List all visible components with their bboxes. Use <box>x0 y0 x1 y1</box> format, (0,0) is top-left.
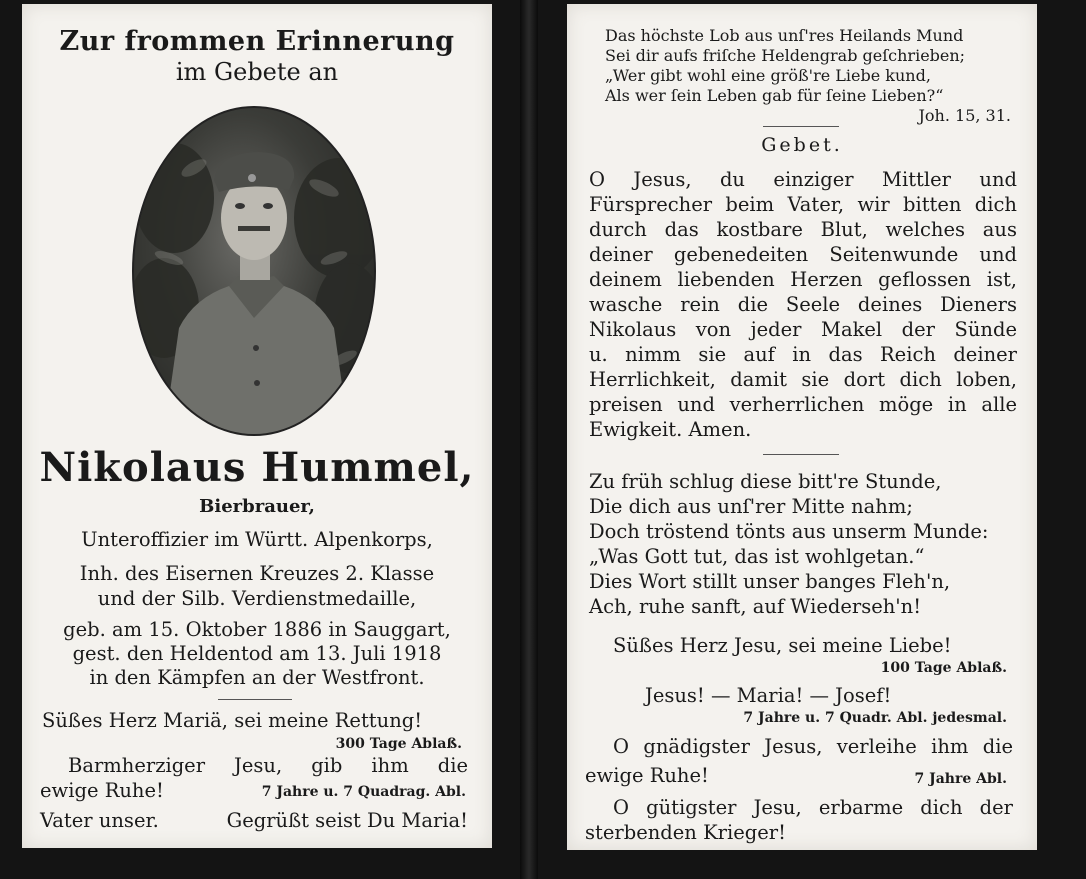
gebet-line: wasche rein die Seele deines Dieners <box>589 293 1017 316</box>
fold-shadow <box>520 0 538 879</box>
poem-line: Dies Wort stillt unser banges Fleh'n, <box>589 570 951 593</box>
poem-line: Die dich aus unſ'rer Mitte nahm; <box>589 495 913 518</box>
prayer-gnaedigster-jesus: O gnädigster Jesus, verleihe ihm die <box>613 735 1013 758</box>
bio-line: gest. den Heldentod am 13. Juli 1918 <box>72 642 442 665</box>
prayer-guetigster-jesu: O gütigster Jesu, erbarme dich der <box>613 796 1013 819</box>
verse-line: „Wer gibt wohl eine größ're Liebe kund, <box>605 66 931 85</box>
indulgence-note: 100 Tage Ablaß. <box>880 660 1007 676</box>
gebet-line: deinem liebenden Herzen geflossen ist, <box>589 268 1017 291</box>
gebet-line: durch das kostbare Blut, welches aus <box>589 218 1017 241</box>
occupation: Bierbrauer, <box>199 496 315 517</box>
prayer-ave-maria: Gegrüßt seist Du Maria! <box>226 809 468 832</box>
poem-line: „Was Gott tut, das ist wohlgetan.“ <box>589 545 925 568</box>
poem-line: Zu früh schlug diese bitt're Stunde, <box>589 470 942 493</box>
bio-line: Unteroffizier im Württ. Alpenkorps, <box>81 528 433 551</box>
heading-title: Zur frommen Erinnerung <box>59 26 455 57</box>
verse-reference: Joh. 15, 31. <box>918 106 1011 125</box>
bio-line: geb. am 15. Oktober 1886 in Sauggart, <box>63 618 451 641</box>
prayer-herz-jesu: Süßes Herz Jesu, sei meine Liebe! <box>613 634 952 657</box>
gebet-line: u. nimm sie auf in das Reich deiner <box>589 343 1017 366</box>
indulgence-note: 7 Jahre Abl. <box>914 771 1007 787</box>
gebet-line: Ewigkeit. Amen. <box>589 418 752 441</box>
heading-subtitle: im Gebete an <box>175 58 339 86</box>
prayer-barmherziger-jesu-end: ewige Ruhe! <box>40 779 164 802</box>
gebet-line: deiner gebenedeiten Seitenwunde und <box>589 243 1017 266</box>
portrait-photo <box>132 106 376 436</box>
gebet-line: Fürsprecher beim Vater, wir bitten dich <box>589 193 1017 216</box>
bio-line: Inh. des Eisernen Kreuzes 2. Klasse <box>79 562 435 585</box>
prayer-gnaedigster-jesus-end: ewige Ruhe! <box>585 764 709 787</box>
prayer-jesus-maria-josef: Jesus! — Maria! — Josef! <box>645 684 892 707</box>
soldier-portrait-illustration <box>134 108 374 434</box>
verse-line: Als wer ſein Leben gab für ſeine Lieben?“ <box>605 86 944 105</box>
gebet-line: Nikolaus von jeder Makel der Sünde <box>589 318 1017 341</box>
prayer-herz-mariae: Süßes Herz Mariä, sei meine Rettung! <box>42 709 423 732</box>
poem-line: Doch tröstend tönts aus unserm Munde: <box>589 520 989 543</box>
gebet-line: preisen und verherrlichen möge in alle <box>589 393 1017 416</box>
deceased-name: Nikolaus Hummel, <box>39 444 475 491</box>
divider <box>218 699 292 700</box>
divider <box>763 454 839 455</box>
memorial-card-back <box>567 4 1037 850</box>
indulgence-note: 300 Tage Ablaß. <box>335 736 462 752</box>
divider <box>763 126 839 127</box>
bio-line: und der Silb. Verdienstmedaille, <box>97 587 417 610</box>
bio-line: in den Kämpfen an der Westfront. <box>89 666 425 689</box>
gebet-title: Gebet. <box>761 134 843 156</box>
prayer-barmherziger-jesu: Barmherziger Jesu, gib ihm die <box>68 754 468 777</box>
indulgence-note: 7 Jahre u. 7 Quadrag. Abl. <box>261 784 466 800</box>
gebet-line: O Jesus, du einziger Mittler und <box>589 168 1017 191</box>
indulgence-note: 7 Jahre u. 7 Quadr. Abl. jedesmal. <box>743 710 1007 726</box>
gebet-line: Herrlichkeit, damit sie dort dich loben, <box>589 368 1017 391</box>
prayer-vater-unser: Vater unser. <box>40 809 159 832</box>
verse-line: Sei dir aufs friſche Heldengrab geſchrieben; <box>605 46 966 65</box>
prayer-guetigster-jesu-end: sterbenden Krieger! <box>585 821 786 844</box>
poem-line: Ach, ruhe sanft, auf Wiederseh'n! <box>589 595 922 618</box>
verse-line: Das höchste Lob aus unſ'res Heilands Mund <box>605 26 964 45</box>
memorial-card-front <box>22 4 492 848</box>
